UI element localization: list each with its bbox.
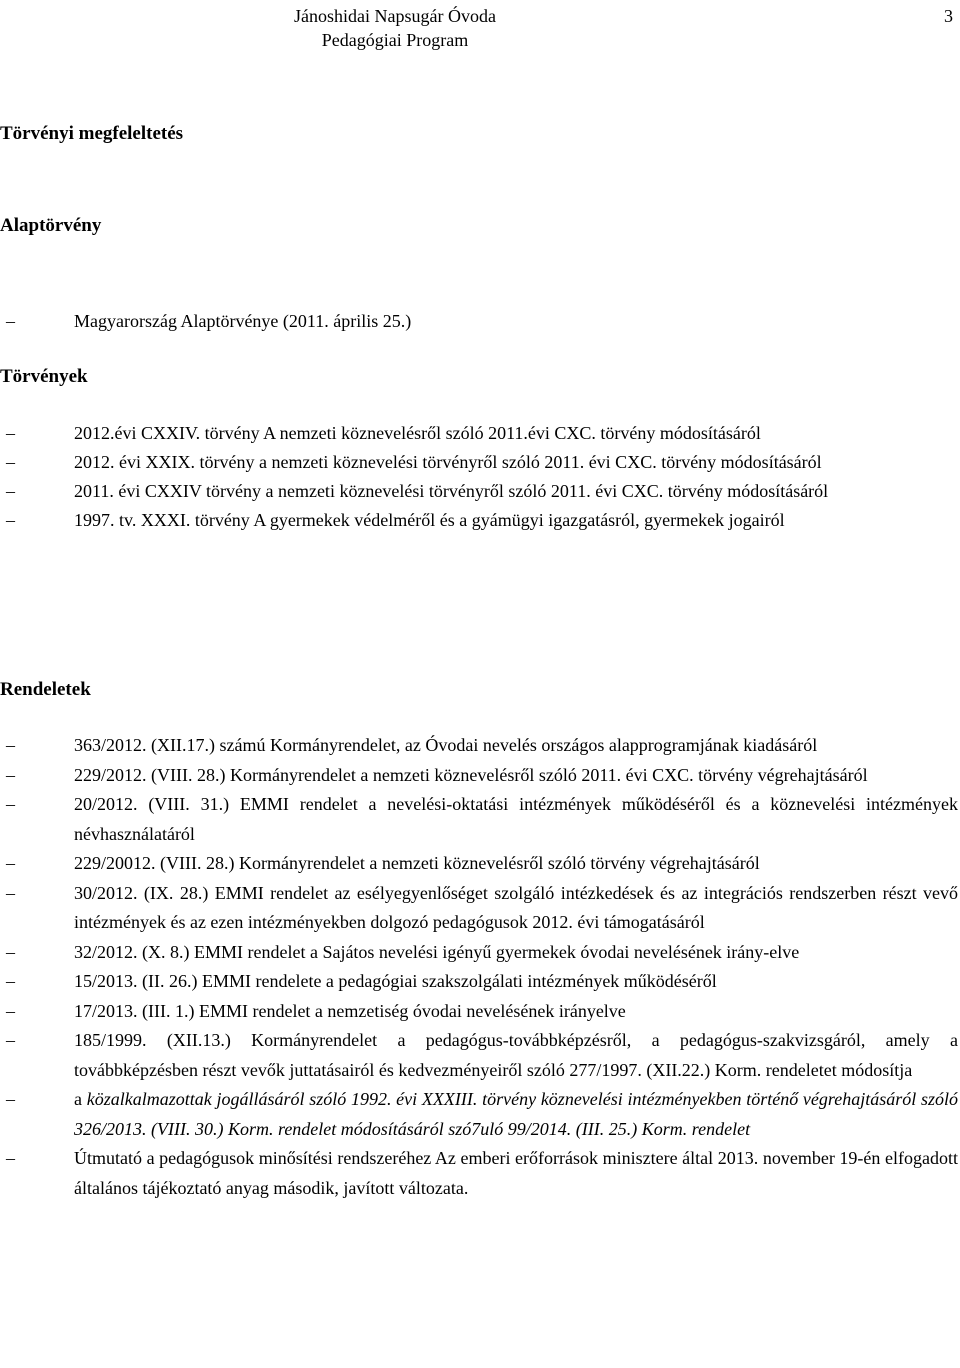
list-dash: – [6,882,15,903]
torvenyek-list [0,419,958,535]
header-document-title: Pedagógiai Program [321,30,469,50]
list-dash: – [6,481,15,501]
list-dash: – [6,794,15,814]
heading-torvenyek: Törvények [0,366,88,387]
list-item-text: 15/2013. (II. 26.) EMMI rendelete a pedagógiai szakszolgálati intézmények működéséről [74,971,717,991]
list-item-text: 2011. évi CXXIV törvény a nemzeti köznevelési törvényről szóló 2011. évi CXC. törvény módosításáról [74,481,829,501]
list-item-text: Útmutató a pedagógusok minősítési rendszeréhez Az emberi erőforrások minisztere által 2013. november 19-én elfogadott általános tájékoztató anyag második, javított változata. [74,1148,958,1198]
section-title: Törvényi megfeleltetés [0,123,184,144]
list-item [0,448,958,477]
page-number: 3 [944,6,953,26]
list-item-text: 2012.évi CXXIV. törvény A nemzeti köznevelésről szóló 2011.évi CXC. törvény módosításáról [74,423,761,443]
list-dash: – [6,853,15,873]
list-dash: – [6,311,15,331]
list-dash: – [6,1089,15,1109]
list-item-text: Magyarország Alaptörvénye (2011. április 25.) [74,311,412,331]
list-item-text: 2012. évi XXIX. törvény a nemzeti köznevelési törvényről szóló 2011. évi CXC. törvény módosításáról [74,452,822,472]
list-dash: – [6,510,15,530]
list-item-text: 20/2012. (VIII. 31.) EMMI rendelet a nevelési-oktatási intézmények működéséről és a köznevelési intézmények névhasználatáról [74,794,958,844]
page-header [230,4,560,52]
list-dash: – [6,1030,15,1050]
list-dash: – [6,423,15,443]
list-item-prefix: a [74,1089,87,1109]
list-item [0,731,958,761]
list-item-text: 1997. tv. XXXI. törvény A gyermekek védelméről és a gyámügyi igazgatásról, gyermekek jogairól [74,510,785,530]
list-item [0,506,958,535]
list-item-text: 185/1999. (XII.13.) Kormányrendelet a pedagógus-továbbképzésről, a pedagógus-szakvizsgáról, amely a továbbképzésben részt vevők juttatásairól és kedvezményeiről szóló 277/1997. (XII.22.) Korm. rendeletet módosítja [74,1030,958,1080]
list-item [0,938,958,968]
header-school-name: Jánoshidai Napsugár Óvoda [294,6,496,26]
list-dash: – [6,941,15,962]
rendeletek-list [0,731,958,1203]
heading-rendeletek: Rendeletek [0,679,91,700]
list-item-text: 17/2013. (III. 1.) EMMI rendelet a nemzetiség óvodai nevelésének irányelve [74,1000,626,1021]
list-item [0,419,958,448]
list-item-text: 229/20012. (VIII. 28.) Kormányrendelet a nemzeti köznevelésről szóló törvény végrehajtásáról [74,853,760,873]
list-item [0,1026,958,1085]
list-item [0,1085,958,1144]
list-item [0,1144,958,1203]
list-item-text [74,1085,958,1144]
list-item [0,997,958,1027]
alaptorveny-list [0,307,958,336]
list-dash: – [6,764,15,785]
list-item [0,849,958,879]
list-dash: – [6,1148,15,1168]
list-item [0,879,958,938]
list-dash: – [6,1000,15,1021]
list-dash: – [6,971,15,991]
list-item-italic-text: közalkalmazottak jogállásáról szóló 1992. évi XXXIII. törvény köznevelési intézményekben történő végrehajtásáról szóló 326/2013. (VIII. 30.) Korm. rendelet módosításáról szó7uló 99/2014. (III. 25.) Korm. rendelet [74,1089,958,1139]
heading-alaptorveny: Alaptörvény [0,215,102,236]
list-item [0,967,958,997]
list-item-text: 32/2012. (X. 8.) EMMI rendelet a Sajátos nevelési igényű gyermekek óvodai nevelésének irány-elve [74,941,800,962]
list-dash: – [6,452,15,472]
list-item [0,761,958,791]
list-item [0,477,958,506]
list-item [0,307,958,336]
list-item-text: 363/2012. (XII.17.) számú Kormányrendelet, az Óvodai nevelés országos alapprogramjának kiadásáról [74,735,818,755]
list-item-text: 229/2012. (VIII. 28.) Kormányrendelet a nemzeti köznevelésről szóló 2011. évi CXC. törvény végrehajtásáról [74,764,868,785]
list-dash: – [6,735,15,755]
list-item [0,790,958,849]
list-item-text: 30/2012. (IX. 28.) EMMI rendelet az esélyegyenlőséget szolgáló intézkedések és az integrációs rendszerben részt vevő intézmények és az ezen intézményekben dolgozó pedagógusok 2012. évi támogatásáról [74,882,958,932]
